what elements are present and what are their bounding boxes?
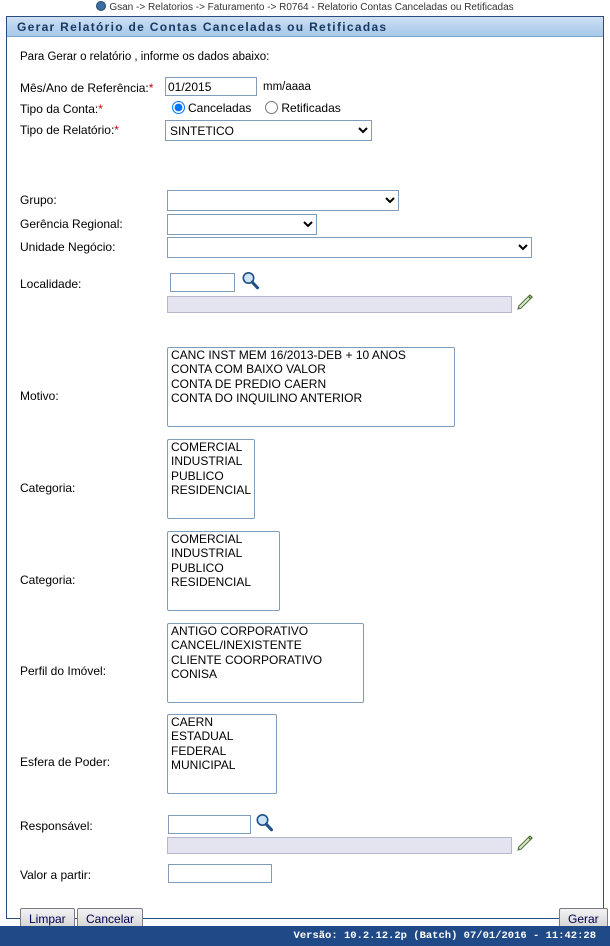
esfera-poder-option[interactable] xyxy=(168,744,276,758)
categoria-2-listbox[interactable] xyxy=(167,531,280,611)
mes-ano-input[interactable] xyxy=(165,77,257,96)
cancelar-button[interactable]: Cancelar xyxy=(77,908,143,929)
radio-canceladas-label[interactable]: Canceladas xyxy=(188,101,252,115)
motivo-label: Motivo: xyxy=(20,389,59,403)
tipo-relatorio-label: Tipo de Relatório:* xyxy=(20,123,119,137)
valor-partir-input[interactable] xyxy=(168,864,272,883)
mes-ano-label: Mês/Ano de Referência:* xyxy=(20,81,154,95)
unidade-negocio-select[interactable] xyxy=(167,237,532,258)
valor-partir-label: Valor a partir: xyxy=(20,868,92,882)
mes-ano-hint: mm/aaaa xyxy=(263,81,311,93)
localidade-label: Localidade: xyxy=(20,277,82,291)
esfera-poder-option[interactable] xyxy=(168,729,276,743)
categoria-2-option[interactable] xyxy=(168,546,279,560)
motivo-option[interactable] xyxy=(168,377,454,391)
form-body xyxy=(7,37,603,926)
radio-retificadas-label[interactable]: Retificadas xyxy=(281,101,341,115)
categoria-2-option[interactable] xyxy=(168,561,279,575)
gerencia-regional-select[interactable] xyxy=(167,214,317,235)
categoria-2-label: Categoria: xyxy=(20,573,76,587)
gerencia-regional-label: Gerência Regional: xyxy=(20,217,123,231)
radio-canceladas[interactable] xyxy=(172,101,185,114)
page-title: Gerar Relatório de Contas Canceladas ou Retificadas xyxy=(7,17,603,37)
limpar-button[interactable]: Limpar xyxy=(20,908,75,929)
responsavel-label: Responsável: xyxy=(20,819,93,833)
motivo-option[interactable] xyxy=(168,348,454,362)
motivo-option[interactable] xyxy=(168,362,454,376)
breadcrumb xyxy=(0,0,610,14)
tipo-conta-radio-group[interactable] xyxy=(172,101,355,115)
categoria-1-option[interactable] xyxy=(168,440,254,454)
localidade-display xyxy=(167,296,512,313)
categoria-1-label: Categoria: xyxy=(20,481,76,495)
search-icon[interactable] xyxy=(240,270,260,290)
perfil-imovel-option[interactable] xyxy=(168,653,363,667)
responsavel-display xyxy=(167,837,512,854)
tipo-conta-label: Tipo da Conta:* xyxy=(20,102,103,116)
gerar-button[interactable]: Gerar xyxy=(559,908,608,929)
esfera-poder-listbox[interactable] xyxy=(167,714,277,794)
gsan-globe-icon xyxy=(96,1,106,11)
responsavel-input[interactable] xyxy=(168,815,251,834)
categoria-1-option[interactable] xyxy=(168,454,254,468)
motivo-listbox[interactable] xyxy=(167,347,455,427)
motivo-option[interactable] xyxy=(168,391,454,405)
perfil-imovel-option[interactable] xyxy=(168,667,363,681)
form-intro: Para Gerar o relatório , informe os dados abaixo: xyxy=(20,51,270,63)
categoria-1-listbox[interactable] xyxy=(167,439,255,519)
esfera-poder-label: Esfera de Poder: xyxy=(20,755,111,769)
perfil-imovel-option[interactable] xyxy=(168,624,363,638)
esfera-poder-option[interactable] xyxy=(168,715,276,729)
unidade-negocio-label: Unidade Negócio: xyxy=(20,240,116,254)
categoria-1-option[interactable] xyxy=(168,469,254,483)
localidade-input[interactable] xyxy=(170,273,235,292)
grupo-select[interactable] xyxy=(167,190,399,211)
eraser-icon[interactable] xyxy=(516,835,534,853)
status-bar: Versão: 10.2.12.2p (Batch) 07/01/2016 - 11:42:28 xyxy=(0,926,610,946)
perfil-imovel-option[interactable] xyxy=(168,638,363,652)
perfil-imovel-label: Perfil do Imóvel: xyxy=(20,664,107,678)
categoria-2-option[interactable] xyxy=(168,532,279,546)
radio-retificadas[interactable] xyxy=(265,101,278,114)
categoria-1-option[interactable] xyxy=(168,483,254,497)
search-icon[interactable] xyxy=(254,812,274,832)
eraser-icon[interactable] xyxy=(516,294,534,312)
tipo-relatorio-select[interactable] xyxy=(165,120,372,141)
categoria-2-option[interactable] xyxy=(168,575,279,589)
esfera-poder-option[interactable] xyxy=(168,758,276,772)
report-panel xyxy=(6,16,604,926)
grupo-label: Grupo: xyxy=(20,193,57,207)
perfil-imovel-listbox[interactable] xyxy=(167,623,364,703)
breadcrumb-text[interactable]: Gsan -> Relatorios -> Faturamento -> R0764 - Relatorio Contas Canceladas ou Retificadas xyxy=(109,2,514,13)
